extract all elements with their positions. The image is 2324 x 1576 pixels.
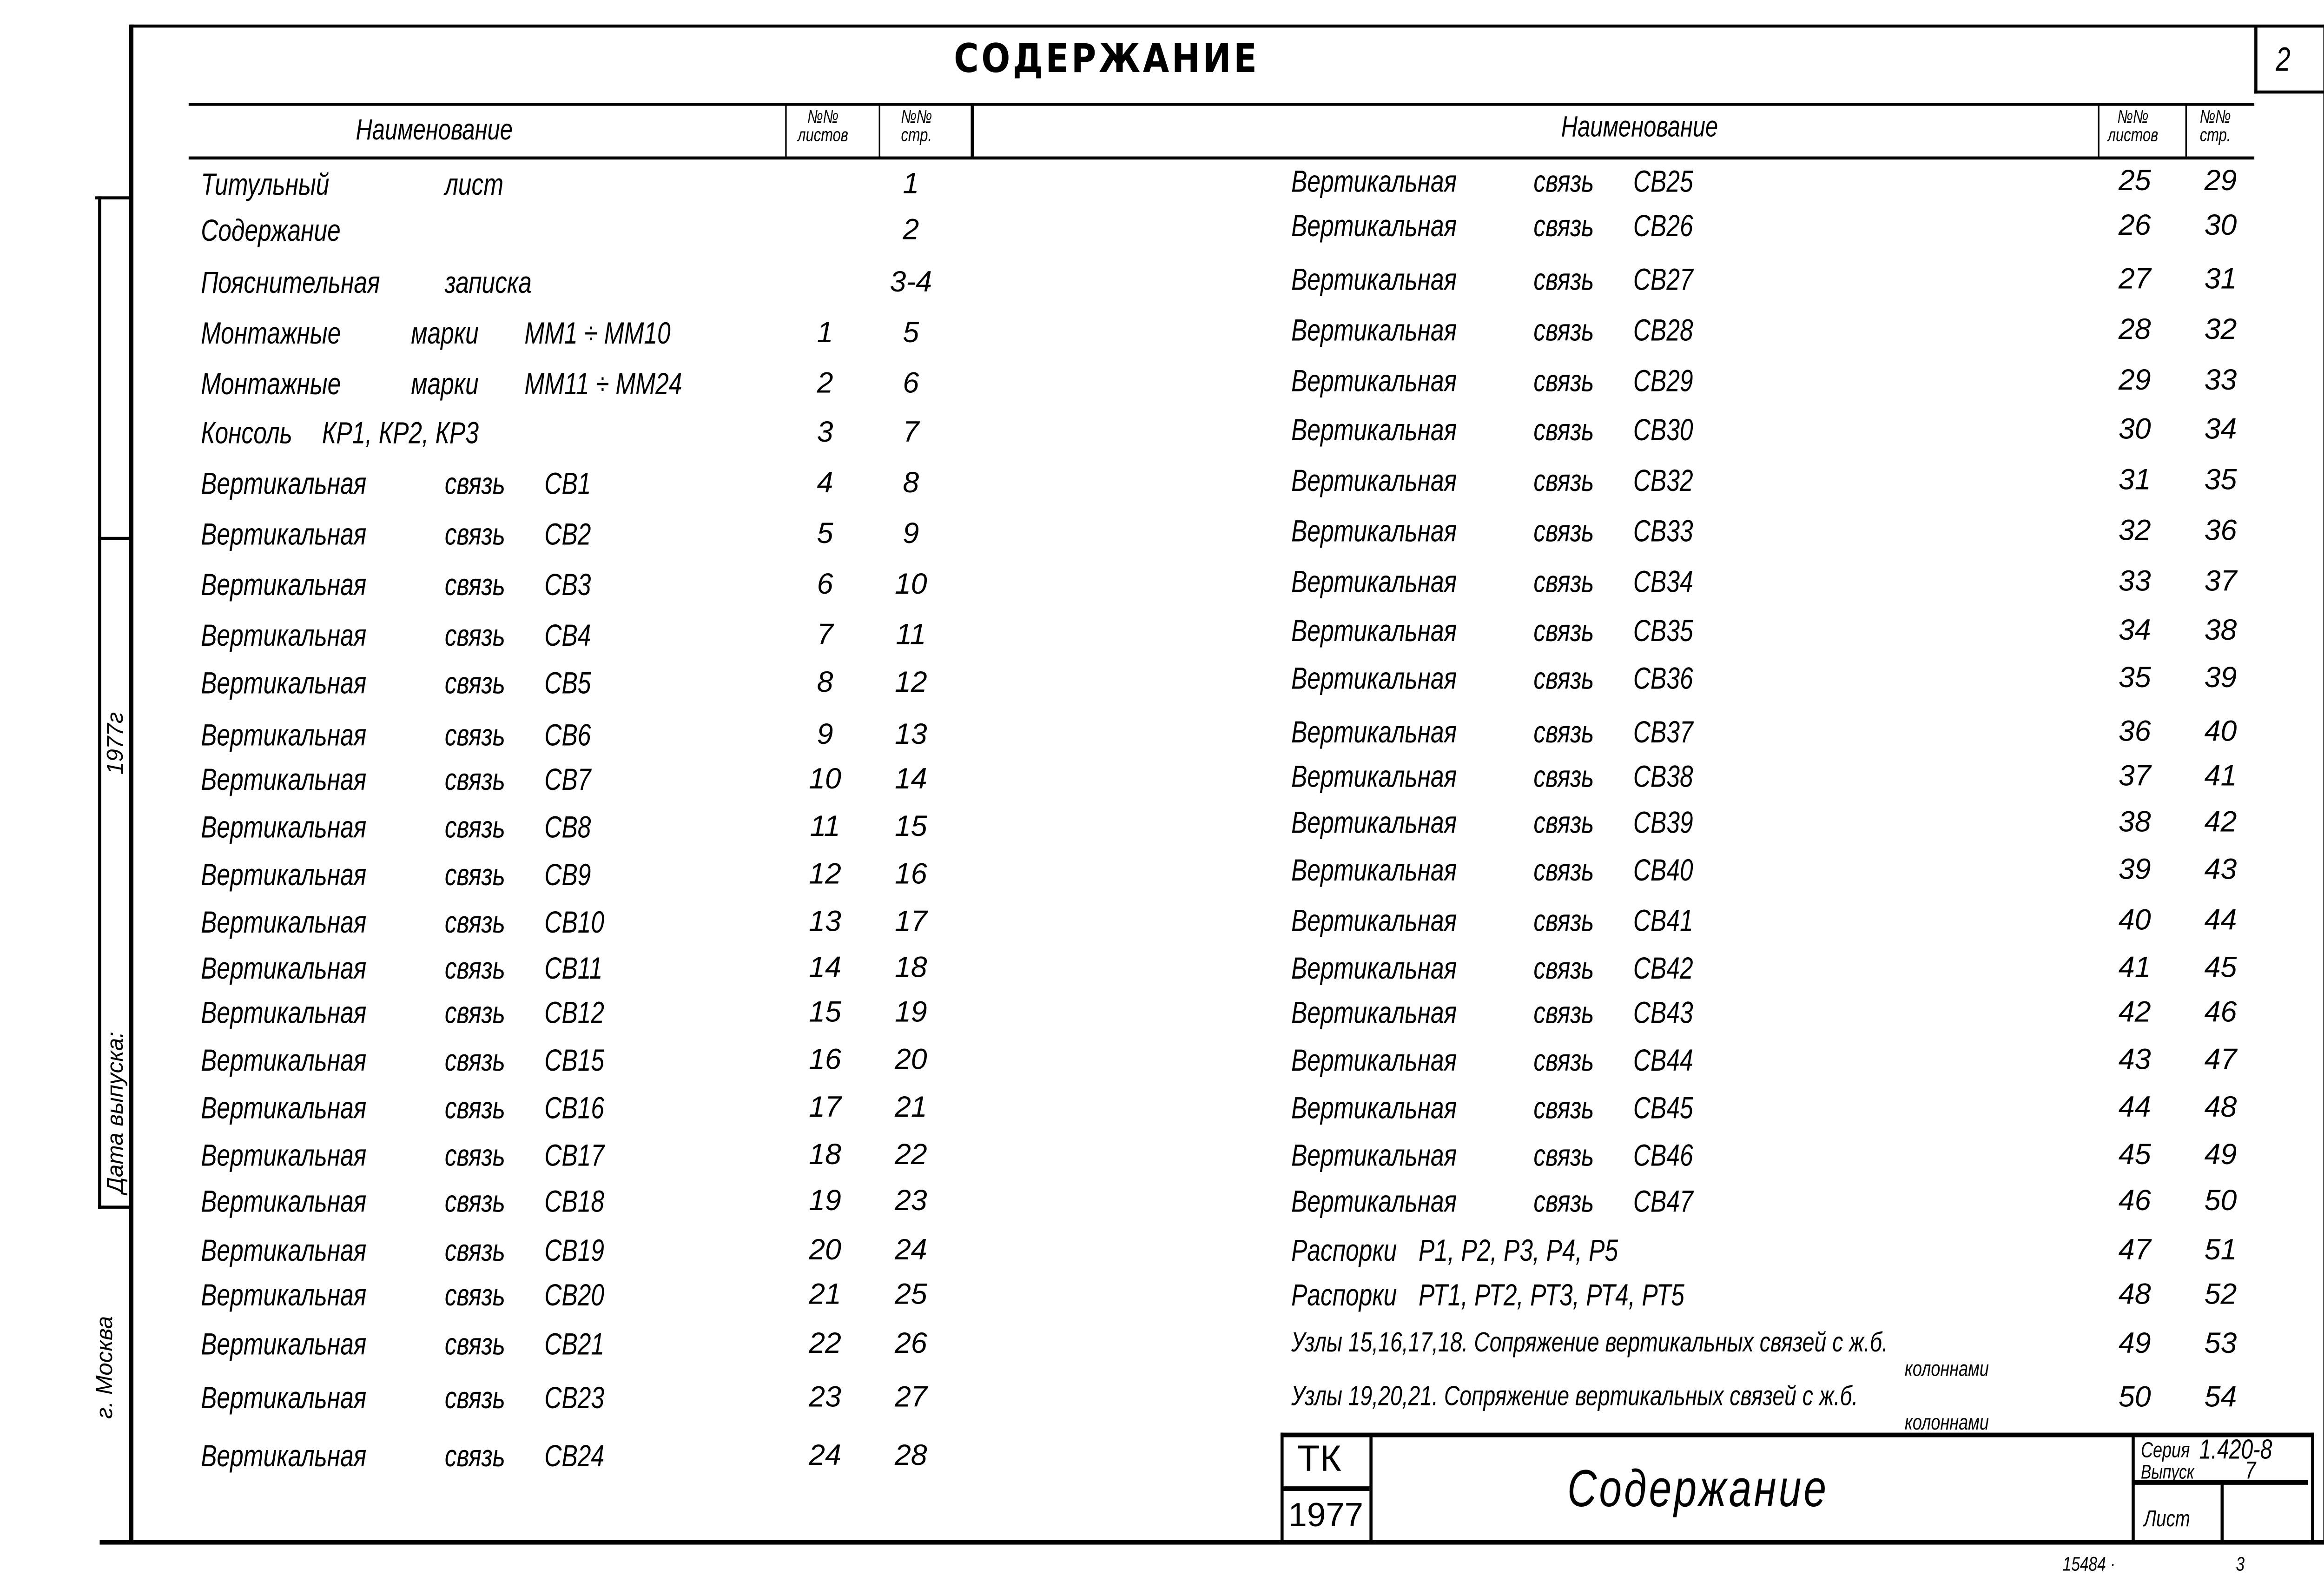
header-label: №№ (2117, 106, 2149, 127)
col-divider (879, 103, 880, 158)
entry-type: связь (1533, 515, 1594, 550)
entry-type: связь (444, 1044, 505, 1079)
entry-page-number: 6 (903, 368, 919, 401)
entry-name: Вертикальная (1291, 464, 1457, 499)
entry-page-number: 22 (894, 1139, 927, 1172)
entry-name: Пояснительная (201, 267, 380, 301)
entry-sheet-number: 25 (2118, 166, 2151, 198)
entry-type: связь (444, 619, 505, 654)
entry-type: связь (444, 1235, 505, 1269)
entry-sheet-number: 11 (810, 811, 840, 844)
entry-name: Вертикальная (201, 518, 367, 552)
entry-mark: СВ20 (544, 1279, 605, 1313)
entry-sheet-number: 48 (2118, 1279, 2151, 1311)
entry-page-number: 40 (2204, 716, 2237, 749)
entry-mark: СВ6 (544, 719, 591, 754)
entry-name: Вертикальная (1291, 1092, 1457, 1126)
header-label: №№ (2199, 106, 2231, 127)
entry-type: связь (444, 468, 505, 502)
entry-page-number: 38 (2204, 615, 2237, 648)
entry-mark: СВ41 (1633, 905, 1693, 939)
entry-type: Р1, Р2, Р3, Р4, Р5 (1418, 1235, 1618, 1269)
header-pages-right (2188, 107, 2242, 144)
entry-name: Вертикальная (1291, 1139, 1457, 1174)
entry-sheet-number: 9 (817, 719, 833, 752)
entry-name: Вертикальная (1291, 210, 1457, 244)
entry-page-number: 15 (894, 811, 927, 844)
entry-name: Вертикальная (201, 1044, 367, 1079)
header-label: листов (798, 124, 848, 146)
entry-name: Вертикальная (201, 719, 367, 754)
entry-mark: СВ28 (1633, 314, 1693, 348)
entry-sheet-number: 22 (809, 1328, 841, 1361)
stamp-sheet-label: Лист (2144, 1506, 2190, 1533)
entry-sheet-number: 34 (2118, 615, 2151, 648)
stamp-series-label: Серия (2140, 1437, 2190, 1462)
entry-name: Вертикальная (1291, 761, 1457, 795)
entry-mark: СВ37 (1633, 716, 1693, 750)
entry-sheet-number: 13 (809, 906, 841, 939)
entry-name: Вертикальная (201, 1235, 367, 1269)
header-label: №№ (901, 106, 932, 127)
col-divider (971, 103, 974, 158)
entry-page-number: 7 (903, 417, 919, 450)
entry-mark: СВ38 (1633, 761, 1693, 795)
entry-type: связь (1533, 615, 1594, 649)
entry-page-number: 52 (2204, 1279, 2237, 1311)
col-divider (2185, 103, 2187, 158)
stamp-issue-label: Выпуск (2140, 1460, 2194, 1483)
entry-name: Узлы 19,20,21. Сопряжение вертикальных связей с ж.б. (1291, 1380, 1858, 1411)
entry-mark: СВ19 (544, 1235, 605, 1269)
entry-sheet-number: 36 (2118, 716, 2151, 749)
entry-type: связь (1533, 1139, 1594, 1174)
entry-sheet-number: 15 (809, 997, 841, 1029)
entry-sheet-number: 4 (817, 468, 833, 500)
entry-name: Вертикальная (1291, 264, 1457, 298)
entry-page-number: 11 (896, 619, 926, 652)
entry-sheet-number: 26 (2118, 210, 2151, 243)
entry-name: Содержание (201, 214, 341, 249)
header-name-left: Наименование (356, 115, 513, 147)
entry-sheet-number: 6 (817, 569, 833, 602)
entry-sheet-number: 12 (809, 859, 841, 891)
entry-name: Монтажные (201, 317, 341, 351)
entry-sheet-number: 47 (2118, 1235, 2151, 1267)
header-label: стр. (901, 124, 932, 146)
entry-mark: СВ42 (1633, 952, 1693, 987)
entry-type: связь (1533, 365, 1594, 399)
entry-sheet-number: 2 (817, 368, 833, 401)
entry-page-number: 13 (894, 719, 927, 752)
entry-page-number: 53 (2204, 1328, 2237, 1361)
entry-name: Вертикальная (201, 906, 367, 940)
entry-mark: СВ27 (1633, 264, 1693, 298)
entry-sheet-number: 19 (809, 1185, 841, 1218)
entry-name: Вертикальная (1291, 716, 1457, 750)
entry-page-number: 9 (903, 518, 919, 551)
entry-mark: СВ47 (1633, 1185, 1693, 1220)
entry-type: КР1, КР2, КР3 (322, 417, 479, 451)
entry-mark: СВ25 (1633, 166, 1693, 199)
entry-type: связь (1533, 952, 1594, 987)
margin-date-label: Дата выпуска: (103, 1031, 129, 1193)
entry-type: связь (1533, 716, 1594, 750)
entry-name: Вертикальная (201, 997, 367, 1031)
entry-page-number: 36 (2204, 515, 2237, 548)
entry-page-number: 47 (2204, 1044, 2237, 1077)
entry-type: РТ1, РТ2, РТ3, РТ4, РТ5 (1418, 1279, 1684, 1313)
entry-type: марки (411, 368, 479, 402)
entry-name: Вертикальная (1291, 365, 1457, 399)
entry-page-number: 2 (903, 214, 919, 247)
page-number: 2 (2276, 40, 2291, 79)
entry-mark: СВ12 (544, 997, 605, 1031)
entry-page-number: 30 (2204, 210, 2237, 243)
entry-name: Вертикальная (1291, 997, 1457, 1031)
entry-name: Распорки (1291, 1279, 1397, 1313)
entry-mark: СВ1 (544, 468, 591, 502)
entry-sheet-number: 20 (809, 1235, 841, 1267)
header-pages-left (882, 107, 951, 144)
entry-type: связь (444, 1092, 505, 1126)
entry-sheet-number: 17 (809, 1092, 841, 1125)
entry-mark: СВ45 (1633, 1092, 1693, 1126)
entry-mark: СВ9 (544, 859, 591, 893)
entry-name: Вертикальная (201, 667, 367, 701)
entry-name: Вертикальная (1291, 515, 1457, 550)
entry-mark: СВ23 (544, 1382, 605, 1416)
entry-sheet-number: 5 (817, 518, 833, 551)
entry-sheet-number: 31 (2118, 464, 2151, 497)
entry-type: связь (1533, 1092, 1594, 1126)
entry-page-number: 32 (2204, 314, 2237, 347)
entry-type: связь (444, 569, 505, 603)
entry-page-number: 48 (2204, 1092, 2237, 1125)
entry-page-number: 28 (894, 1440, 927, 1473)
entry-sheet-number: 44 (2118, 1092, 2151, 1125)
entry-type: связь (1533, 566, 1594, 600)
entry-mark: СВ11 (544, 952, 603, 987)
entry-name: Вертикальная (201, 1185, 367, 1220)
entry-page-number: 50 (2204, 1185, 2237, 1218)
entry-type: связь (1533, 264, 1594, 298)
entry-type: связь (1533, 905, 1594, 939)
entry-page-number: 27 (894, 1382, 927, 1415)
entry-type: связь (1533, 414, 1594, 448)
entry-mark: СВ40 (1633, 854, 1693, 888)
entry-mark: СВ7 (544, 764, 591, 798)
entry-sheet-number: 24 (809, 1440, 841, 1473)
stamp-org: ТК (1297, 1438, 1341, 1480)
page-title: СОДЕРЖАНИЕ (954, 37, 1260, 83)
entry-sheet-number: 18 (809, 1139, 841, 1172)
entry-mark: СВ4 (544, 619, 591, 654)
entry-page-number: 24 (894, 1235, 927, 1267)
entry-name: Вертикальная (1291, 662, 1457, 696)
margin-city: г. Москва (92, 1316, 119, 1419)
entry-sheet-number: 40 (2118, 905, 2151, 937)
entry-type: связь (1533, 854, 1594, 888)
entry-name: Вертикальная (201, 811, 367, 845)
entry-sheet-number: 7 (817, 619, 833, 652)
entry-type: связь (444, 1139, 505, 1174)
entry-mark: СВ15 (544, 1044, 605, 1079)
frame-top (130, 25, 2324, 28)
entry-sheet-number: 38 (2118, 807, 2151, 839)
entry-mark: СВ30 (1633, 414, 1693, 448)
entry-sheet-number: 32 (2118, 515, 2151, 548)
entry-mark: СВ34 (1633, 566, 1693, 600)
margin-tick (98, 537, 132, 540)
header-bottom-line (189, 157, 2254, 160)
entry-type: связь (1533, 210, 1594, 244)
entry-page-number: 18 (894, 952, 927, 985)
entry-sheet-number: 27 (2118, 264, 2151, 296)
entry-sheet-number: 43 (2118, 1044, 2151, 1077)
entry-sheet-number: 8 (817, 667, 833, 700)
entry-sheet-number: 39 (2118, 854, 2151, 887)
entry-name: Вертикальная (1291, 414, 1457, 448)
entry-page-number: 54 (2204, 1382, 2237, 1415)
entry-name: Вертикальная (1291, 166, 1457, 199)
entry-sheet-number: 28 (2118, 314, 2151, 347)
entry-sheet-number: 1 (817, 317, 833, 350)
entry-mark: СВ44 (1633, 1044, 1693, 1079)
entry-sheet-number: 23 (809, 1382, 841, 1415)
entry-page-number: 26 (894, 1328, 927, 1361)
entry-mark: СВ17 (544, 1139, 605, 1174)
entry-type: связь (444, 906, 505, 940)
header-sheets-right (2100, 107, 2166, 144)
entry-page-number: 46 (2204, 997, 2237, 1029)
entry-page-number: 33 (2204, 365, 2237, 397)
entry-type: связь (444, 667, 505, 701)
entry-name: Вертикальная (201, 952, 367, 987)
stamp-divider (2132, 1436, 2135, 1542)
entry-page-number: 45 (2204, 952, 2237, 985)
entry-note: колоннами (1904, 1410, 1989, 1434)
entry-name: Вертикальная (201, 1382, 367, 1416)
entry-page-number: 1 (903, 168, 919, 201)
entry-type: связь (1533, 1044, 1594, 1079)
footer-sheet: 3 (2236, 1552, 2245, 1576)
entry-type: связь (444, 1279, 505, 1313)
entry-name: Вертикальная (1291, 314, 1457, 348)
header-top-line (189, 103, 2254, 106)
entry-type: связь (1533, 314, 1594, 348)
entry-type: записка (444, 267, 532, 301)
entry-page-number: 17 (894, 906, 927, 939)
header-label: стр. (2199, 124, 2231, 146)
entry-sheet-number: 45 (2118, 1139, 2151, 1172)
margin-tick (98, 1205, 132, 1209)
inventory-number: 15484 · (2062, 1552, 2116, 1576)
header-sheets-left (788, 107, 858, 144)
stamp-issue: 7 (2245, 1458, 2256, 1485)
entry-type: связь (444, 859, 505, 893)
entry-type: связь (444, 1382, 505, 1416)
entry-page-number: 21 (894, 1092, 927, 1125)
entry-sheet-number: 14 (809, 952, 841, 985)
entry-name: Вертикальная (1291, 854, 1457, 888)
entry-name: Вертикальная (1291, 952, 1457, 987)
entry-mark: СВ33 (1633, 515, 1693, 550)
entry-type: связь (1533, 662, 1594, 696)
entry-type: связь (1533, 1185, 1594, 1220)
stamp-divider (1369, 1436, 1373, 1542)
margin-year: 1977г (103, 712, 129, 775)
entry-name: Консоль (201, 417, 292, 451)
entry-page-number: 35 (2204, 464, 2237, 497)
entry-type: связь (444, 764, 505, 798)
entry-type: марки (411, 317, 479, 351)
entry-mark: СВ21 (544, 1328, 605, 1362)
stamp-divider (2221, 1483, 2224, 1542)
entry-page-number: 16 (894, 859, 927, 891)
entry-name: Вертикальная (1291, 1044, 1457, 1079)
entry-page-number: 12 (894, 667, 927, 700)
entry-type: связь (1533, 761, 1594, 795)
entry-note: колоннами (1904, 1356, 1989, 1381)
entry-type: лист (444, 168, 504, 203)
header-label: листов (2107, 124, 2159, 146)
entry-mark: СВ29 (1633, 365, 1693, 399)
header-label: №№ (807, 106, 838, 127)
entry-sheet-number: 42 (2118, 997, 2151, 1029)
entry-mark: СВ46 (1633, 1139, 1693, 1174)
entry-name: Вертикальная (1291, 615, 1457, 649)
entry-name: Вертикальная (201, 1440, 367, 1474)
entry-page-number: 39 (2204, 662, 2237, 695)
entry-name: Вертикальная (201, 1092, 367, 1126)
entry-name: Вертикальная (201, 1139, 367, 1174)
entry-name: Вертикальная (1291, 905, 1457, 939)
entry-page-number: 37 (2204, 566, 2237, 598)
stamp-divider (1281, 1486, 1369, 1491)
entry-sheet-number: 50 (2118, 1382, 2151, 1415)
entry-name: Вертикальная (201, 1328, 367, 1362)
entry-type: связь (1533, 807, 1594, 841)
entry-mark: СВ26 (1633, 210, 1693, 244)
entry-type: связь (444, 719, 505, 754)
entry-sheet-number: 3 (817, 417, 833, 450)
entry-page-number: 31 (2204, 264, 2237, 296)
margin-line (98, 196, 101, 1209)
entry-mark: СВ8 (544, 811, 591, 845)
entry-mark: СВ3 (544, 569, 591, 603)
entry-name: Распорки (1291, 1235, 1397, 1269)
entry-type: связь (1533, 997, 1594, 1031)
entry-sheet-number: 29 (2118, 365, 2151, 397)
entry-mark: СВ32 (1633, 464, 1693, 499)
entry-sheet-number: 37 (2118, 761, 2151, 793)
entry-sheet-number: 46 (2118, 1185, 2151, 1218)
entry-sheet-number: 41 (2118, 952, 2151, 985)
entry-sheet-number: 49 (2118, 1328, 2151, 1361)
entry-mark: СВ39 (1633, 807, 1693, 841)
entry-sheet-number: 33 (2118, 566, 2151, 598)
entry-mark: СВ16 (544, 1092, 605, 1126)
entry-page-number: 44 (2204, 905, 2237, 937)
entry-page-number: 51 (2204, 1235, 2237, 1267)
entry-mark: СВ2 (544, 518, 591, 552)
frame-left (129, 25, 133, 1543)
entry-page-number: 23 (894, 1185, 927, 1218)
entry-sheet-number: 16 (809, 1044, 841, 1077)
entry-page-number: 14 (894, 764, 927, 796)
entry-mark: СВ10 (544, 906, 605, 940)
entry-type: связь (1533, 464, 1594, 499)
entry-type: связь (444, 518, 505, 552)
entry-page-number: 49 (2204, 1139, 2237, 1172)
col-divider (785, 103, 786, 158)
entry-page-number: 43 (2204, 854, 2237, 887)
entry-page-number: 34 (2204, 414, 2237, 447)
entry-type: связь (444, 1440, 505, 1474)
entry-page-number: 10 (894, 569, 927, 602)
entry-type: связь (444, 1185, 505, 1220)
entry-type: связь (444, 997, 505, 1031)
entry-page-number: 42 (2204, 807, 2237, 839)
entry-sheet-number: 21 (809, 1279, 841, 1311)
entry-name: Вертикальная (201, 619, 367, 654)
entry-sheet-number: 30 (2118, 414, 2151, 447)
entry-mark: СВ36 (1633, 662, 1693, 696)
entry-name: Вертикальная (201, 764, 367, 798)
entry-name: Вертикальная (201, 859, 367, 893)
header-name-right: Наименование (1561, 112, 1718, 145)
entry-page-number: 29 (2204, 166, 2237, 198)
entry-name: Монтажные (201, 368, 341, 402)
entry-mark: СВ43 (1633, 997, 1693, 1031)
entry-page-number: 25 (894, 1279, 927, 1311)
entry-type: связь (444, 811, 505, 845)
entry-mark: СВ24 (544, 1440, 605, 1474)
entry-name: Вертикальная (1291, 1185, 1457, 1220)
entry-page-number: 5 (903, 317, 919, 350)
entry-mark: ММ11 ÷ ММ24 (524, 368, 682, 402)
stamp-series: 1.420-8 (2199, 1434, 2272, 1465)
stamp-year: 1977 (1288, 1495, 1364, 1534)
entry-page-number: 20 (894, 1044, 927, 1077)
stamp-title: Содержание (1567, 1460, 1829, 1519)
entry-page-number: 8 (903, 468, 919, 500)
entry-sheet-number: 35 (2118, 662, 2151, 695)
entry-name: Титульный (201, 168, 330, 203)
entry-mark: СВ35 (1633, 615, 1693, 649)
entry-page-number: 3-4 (890, 267, 932, 299)
entry-name: Вертикальная (1291, 807, 1457, 841)
entry-page-number: 19 (894, 997, 927, 1029)
entry-name: Вертикальная (201, 468, 367, 502)
entry-mark: ММ1 ÷ ММ10 (524, 317, 671, 351)
entry-sheet-number: 10 (809, 764, 841, 796)
entry-name: Узлы 15,16,17,18. Сопряжение вертикальных связей с ж.б. (1291, 1326, 1888, 1357)
entry-mark: СВ18 (544, 1185, 605, 1220)
entry-name: Вертикальная (1291, 566, 1457, 600)
entry-name: Вертикальная (201, 1279, 367, 1313)
entry-type: связь (444, 952, 505, 987)
entry-mark: СВ5 (544, 667, 591, 701)
entry-name: Вертикальная (201, 569, 367, 603)
entry-type: связь (444, 1328, 505, 1362)
entry-type: связь (1533, 166, 1594, 199)
entry-page-number: 41 (2204, 761, 2237, 793)
